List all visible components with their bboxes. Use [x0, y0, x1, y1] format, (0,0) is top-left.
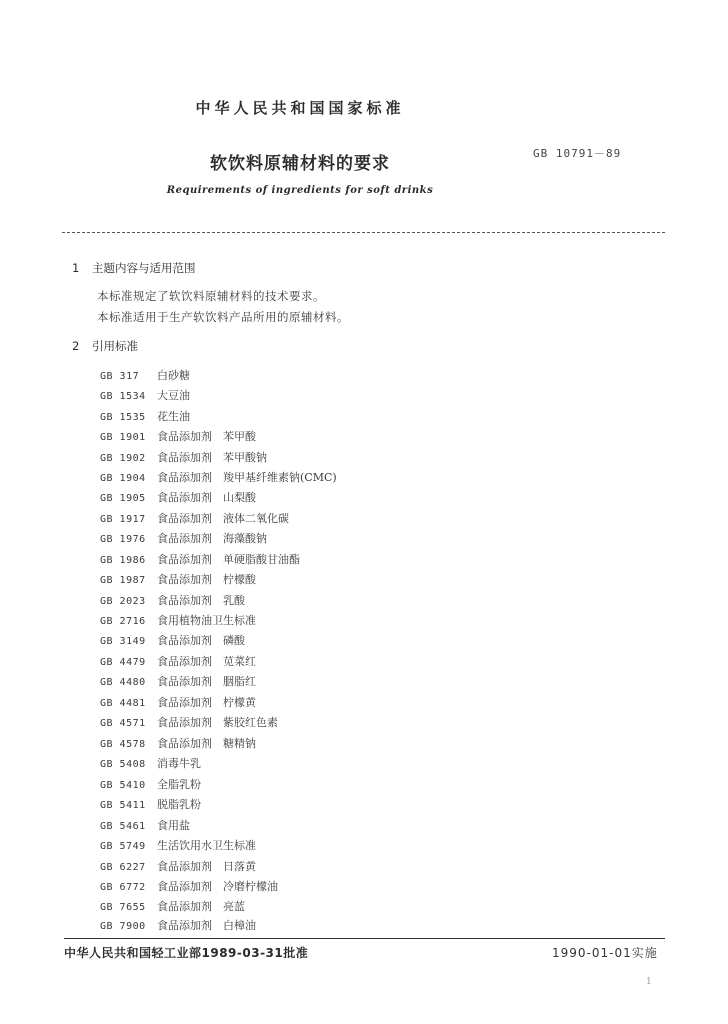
reference-name: 生活饮用水卫生标准 — [157, 839, 256, 852]
reference-code: GB 5410 — [100, 780, 146, 791]
reference-name: 食用盐 — [157, 819, 190, 832]
reference-item — [100, 899, 245, 915]
reference-name: 食品添加剂 乳酸 — [157, 594, 245, 607]
reference-name: 食品添加剂 冷磨柠檬油 — [157, 880, 278, 893]
section-1-number: 1 — [72, 261, 80, 275]
reference-name: 食用植物油卫生标准 — [157, 614, 256, 627]
section-1-paragraph-1: 本标准规定了软饮料原辅材料的技术要求。 — [97, 289, 325, 303]
reference-code: GB 4479 — [100, 657, 146, 668]
issuer-name: 中华人民共和国国家标准 — [195, 99, 405, 117]
reference-name: 食品添加剂 白樟油 — [157, 919, 256, 932]
reference-item — [100, 368, 190, 384]
implementation-date: 1990-01-01实施 — [552, 946, 658, 960]
reference-code: GB 5408 — [100, 759, 146, 770]
header-divider — [62, 232, 665, 233]
reference-item — [100, 388, 190, 404]
reference-item — [100, 613, 256, 629]
reference-code: GB 1905 — [100, 493, 146, 504]
standard-number: GB 10791－89 — [533, 147, 622, 160]
reference-item — [100, 490, 256, 506]
reference-name: 食品添加剂 紫胶红色素 — [157, 716, 278, 729]
reference-code: GB 1534 — [100, 391, 146, 402]
reference-code: GB 4480 — [100, 677, 146, 688]
reference-code: GB 1535 — [100, 412, 146, 423]
reference-name: 食品添加剂 液体二氧化碳 — [157, 512, 289, 525]
section-2-title: 引用标准 — [92, 339, 138, 353]
section-1-heading — [72, 260, 196, 276]
reference-name: 食品添加剂 海藻酸钠 — [157, 532, 267, 545]
reference-code: GB 4578 — [100, 739, 146, 750]
reference-name: 食品添加剂 苯甲酸钠 — [157, 451, 267, 464]
reference-code: GB 5461 — [100, 821, 146, 832]
reference-code: GB 1976 — [100, 534, 146, 545]
reference-item — [100, 736, 256, 752]
reference-item — [100, 654, 256, 670]
reference-code: GB 7900 — [100, 921, 146, 932]
reference-code: GB 1987 — [100, 575, 146, 586]
reference-name: 全脂乳粉 — [157, 778, 201, 791]
reference-name: 白砂糖 — [157, 369, 190, 382]
reference-name: 脱脂乳粉 — [157, 798, 201, 811]
reference-item — [100, 552, 300, 568]
section-1-paragraph-2: 本标准适用于生产软饮料产品所用的原辅材料。 — [97, 310, 349, 324]
english-title: Requirements of ingredients for soft drinks — [166, 185, 434, 196]
reference-code: GB 1902 — [100, 453, 146, 464]
reference-name: 消毒牛乳 — [157, 757, 201, 770]
reference-item — [100, 859, 256, 875]
section-2-number: 2 — [72, 339, 80, 353]
page-number: 1 — [646, 977, 652, 987]
reference-code: GB 7655 — [100, 902, 146, 913]
reference-name: 大豆油 — [157, 389, 190, 402]
reference-name: 食品添加剂 磷酸 — [157, 634, 245, 647]
reference-item — [100, 756, 201, 772]
reference-item — [100, 695, 256, 711]
reference-code: GB 1986 — [100, 555, 146, 566]
reference-code: GB 4571 — [100, 718, 146, 729]
reference-item — [100, 797, 201, 813]
reference-code: GB 5411 — [100, 800, 146, 811]
reference-code: GB 4481 — [100, 698, 146, 709]
footer-divider — [64, 938, 665, 939]
reference-item — [100, 838, 256, 854]
reference-name: 食品添加剂 亮蓝 — [157, 900, 245, 913]
reference-item — [100, 409, 190, 425]
reference-code: GB 317 — [100, 371, 140, 382]
reference-name: 食品添加剂 胭脂红 — [157, 675, 256, 688]
reference-name: 食品添加剂 羧甲基纤维素钠(CMC) — [157, 471, 337, 484]
reference-item — [100, 593, 245, 609]
reference-name: 食品添加剂 苋菜红 — [157, 655, 256, 668]
approval-statement: 中华人民共和国轻工业部1989-03-31批准 — [64, 946, 309, 960]
reference-name: 食品添加剂 山梨酸 — [157, 491, 256, 504]
reference-item — [100, 633, 245, 649]
reference-name: 食品添加剂 柠檬黄 — [157, 696, 256, 709]
reference-name: 食品添加剂 单硬脂酸甘油酯 — [157, 553, 300, 566]
reference-item — [100, 715, 278, 731]
reference-code: GB 6772 — [100, 882, 146, 893]
reference-code: GB 3149 — [100, 636, 146, 647]
reference-item — [100, 429, 256, 445]
reference-item — [100, 531, 267, 547]
reference-item — [100, 450, 267, 466]
reference-item — [100, 470, 337, 486]
reference-code: GB 2023 — [100, 596, 146, 607]
reference-code: GB 1901 — [100, 432, 146, 443]
section-1-title: 主题内容与适用范围 — [92, 261, 196, 275]
reference-item — [100, 674, 256, 690]
reference-item — [100, 511, 289, 527]
reference-item — [100, 918, 256, 934]
reference-name: 食品添加剂 柠檬酸 — [157, 573, 256, 586]
reference-code: GB 1917 — [100, 514, 146, 525]
reference-name: 食品添加剂 苯甲酸 — [157, 430, 256, 443]
reference-name: 花生油 — [157, 410, 190, 423]
section-2-heading — [72, 338, 138, 354]
reference-item — [100, 818, 190, 834]
reference-name: 食品添加剂 糖精钠 — [157, 737, 256, 750]
document-title: 软饮料原辅材料的要求 — [210, 154, 390, 174]
reference-code: GB 6227 — [100, 862, 146, 873]
reference-code: GB 5749 — [100, 841, 146, 852]
reference-item — [100, 777, 201, 793]
reference-item — [100, 572, 256, 588]
reference-code: GB 2716 — [100, 616, 146, 627]
reference-code: GB 1904 — [100, 473, 146, 484]
reference-name: 食品添加剂 日落黄 — [157, 860, 256, 873]
reference-item — [100, 879, 278, 895]
